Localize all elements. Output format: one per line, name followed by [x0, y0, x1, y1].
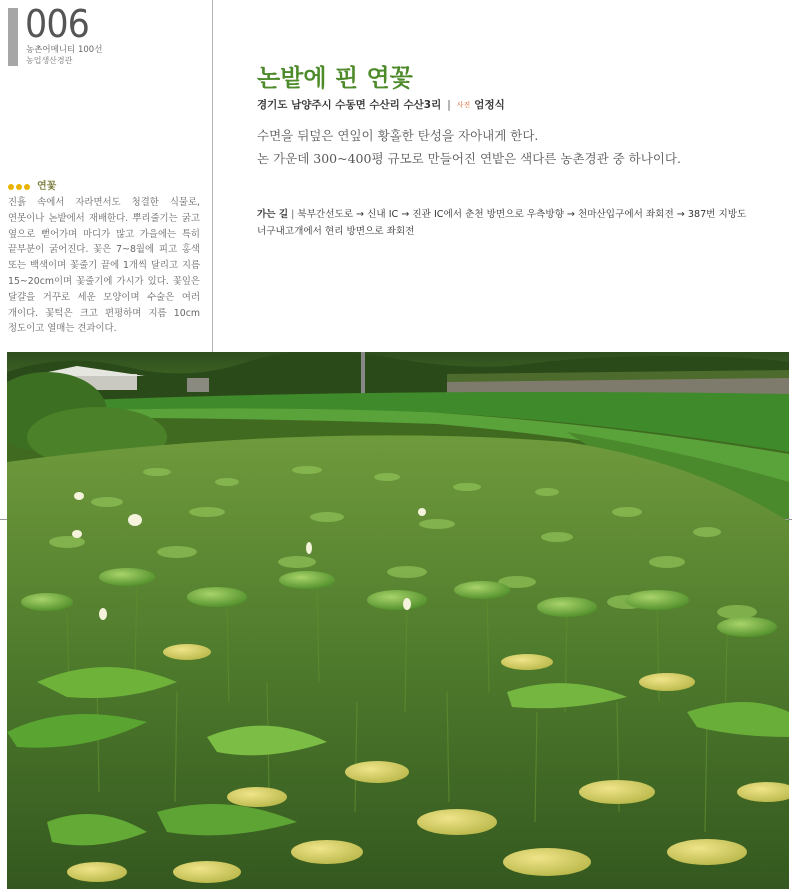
lotus-field-illustration	[7, 352, 789, 889]
lotus-field-photo	[7, 352, 789, 889]
bullet-dot-icon	[8, 184, 14, 190]
bullet-dot-icon	[16, 184, 22, 190]
route-directions	[257, 206, 781, 240]
location-text: 경기도 남양주시 수동면 수산리 수산3리	[257, 99, 442, 111]
number-accent-bar	[8, 8, 18, 66]
bullet-dot-icon	[24, 184, 30, 190]
route-text: 북부간선도로 → 신내 IC → 진관 IC에서 춘천 방면으로 우측방향 → 천마산입구에서 좌회전 → 387번 지방도 너구내고개에서 현리 방면으로 좌회전	[257, 209, 747, 237]
photographer-name: 엄정식	[474, 99, 505, 111]
lead-line: 수면을 뒤덮은 연잎이 황홀한 탄성을 자아내게 한다.	[257, 128, 539, 143]
article-title: 논밭에 핀 연꽃	[257, 63, 413, 92]
sidebar	[0, 0, 212, 352]
route-label: 가는 길	[257, 209, 289, 220]
note-body: 진흙 속에서 자라면서도 청결한 식물로, 연못이나 논밭에서 재배한다. 뿌리줄기는 굵고 옆으로 뻗어가며 마디가 많고 가을에는 특히 끝부분이 굵어진다. 꽃은 7~8월에 피고 홍색 또는 백색이며 꽃줄기 끝에 1개씩 달리고 지름 15~20cm이며 꽃줄기에 가시가 있다. 꽃잎은 달걀을 거꾸로 세운 모양이며 수술은 여러 개이다. 꽃턱은 크고 편평하며 지름 10cm 정도이고 열매는 견과이다.	[8, 197, 200, 335]
note-title: 연꽃	[37, 181, 57, 192]
trim-mark	[785, 519, 792, 520]
route-separator: |	[291, 209, 295, 220]
article-meta	[257, 98, 505, 112]
item-number: 006	[25, 2, 89, 46]
lead-paragraph	[257, 124, 777, 170]
series-category: 농업생산경관	[26, 56, 73, 65]
note-heading	[8, 181, 56, 193]
photo-credit-label: 사진	[456, 101, 471, 109]
trim-mark	[0, 519, 7, 520]
column-divider	[212, 0, 213, 352]
lead-line: 논 가운데 300~400평 규모로 만들어진 연밭은 색다른 농촌경관 중 하나이다.	[257, 151, 681, 166]
meta-separator: |	[447, 99, 451, 111]
series-title: 농촌어메니티 100선	[26, 45, 103, 55]
